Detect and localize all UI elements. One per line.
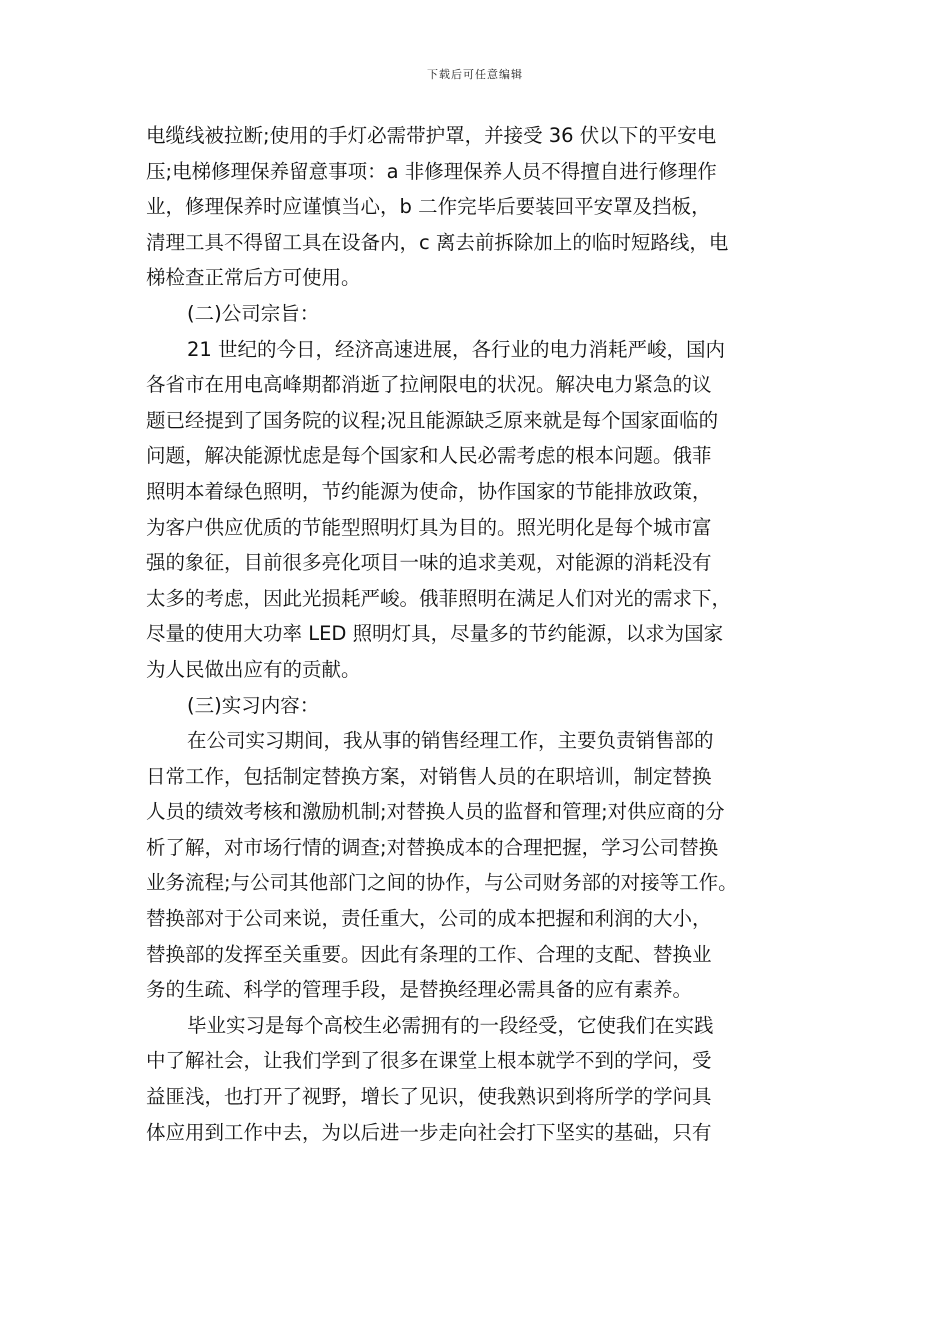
text-line: 强的象征，目前很多亮化项目一味的追求美观，对能源的消耗没有 bbox=[146, 551, 712, 575]
text-line: 尽量的使用大功率 LED 照明灯具，尽量多的节约能源，以求为国家 bbox=[146, 622, 724, 646]
text-line: 替换部对于公司来说，责任重大，公司的成本把握和利润的大小， bbox=[146, 907, 712, 931]
text-line: 问题，解决能源忧虑是每个国家和人民必需考虑的根本问题。俄菲 bbox=[146, 444, 712, 468]
text-line: 题已经提到了国务院的议程;况且能源缺乏原来就是每个国家面临的 bbox=[146, 408, 719, 432]
text-line: 21 世纪的今日，经济高速进展，各行业的电力消耗严峻，国内 bbox=[187, 337, 726, 361]
text-line: 业务流程;与公司其他部门之间的协作，与公司财务部的对接等工作。 bbox=[146, 871, 738, 895]
text-line: (二)公司宗旨： bbox=[187, 301, 320, 325]
text-line: 清理工具不得留工具在设备内，c 离去前拆除加上的临时短路线，电 bbox=[146, 230, 729, 254]
page-header: 下载后可任意编辑 bbox=[427, 68, 523, 81]
text-line: 毕业实习是每个高校生必需拥有的一段经受，它使我们在实践 bbox=[187, 1013, 714, 1037]
text-line: 梯检查正常后方可使用。 bbox=[146, 266, 361, 290]
text-line: 各省市在用电高峰期都消逝了拉闸限电的状况。解决电力紧急的议 bbox=[146, 373, 712, 397]
text-line: 益匪浅，也打开了视野，增长了见识，使我熟识到将所学的学问具 bbox=[146, 1085, 712, 1109]
text-line: 电缆线被拉断;使用的手灯必需带护罩，并接受 36 伏以下的平安电 bbox=[146, 124, 717, 147]
document-body bbox=[146, 118, 818, 1150]
text-line: 为人民做出应有的贡献。 bbox=[146, 657, 361, 681]
text-line: 日常工作，包括制定替换方案，对销售人员的在职培训，制定替换 bbox=[146, 764, 712, 788]
text-line: 太多的考虑，因此光损耗严峻。俄菲照明在满足人们对光的需求下， bbox=[146, 586, 732, 610]
text-line: 析了解，对市场行情的调查;对替换成本的合理把握，学习公司替换 bbox=[146, 835, 719, 859]
text-line: 在公司实习期间，我从事的销售经理工作，主要负责销售部的 bbox=[187, 729, 714, 753]
text-line: 人员的绩效考核和激励机制;对替换人员的监督和管理;对供应商的分 bbox=[146, 800, 725, 824]
text-line: 压;电梯修理保养留意事项：a 非修理保养人员不得擅自进行修理作 bbox=[146, 159, 717, 183]
text-line: 中了解社会，让我们学到了很多在课堂上根本就学不到的学问，受 bbox=[146, 1049, 712, 1073]
text-line: 替换部的发挥至关重要。因此有条理的工作、合理的支配、替换业 bbox=[146, 942, 712, 966]
text-line: 业，修理保养时应谨慎当心，b 二作完毕后要装回平安罩及挡板， bbox=[146, 195, 711, 219]
text-line: 体应用到工作中去，为以后进一步走向社会打下坚实的基础，只有 bbox=[146, 1120, 712, 1144]
text-line: 照明本着绿色照明，节约能源为使命，协作国家的节能排放政策， bbox=[146, 479, 712, 503]
text-line: 为客户供应优质的节能型照明灯具为目的。照光明化是每个城市富 bbox=[146, 515, 712, 539]
text-line: (三)实习内容： bbox=[187, 693, 320, 717]
text-line: 务的生疏、科学的管理手段，是替换经理必需具备的应有素养。 bbox=[146, 978, 693, 1002]
